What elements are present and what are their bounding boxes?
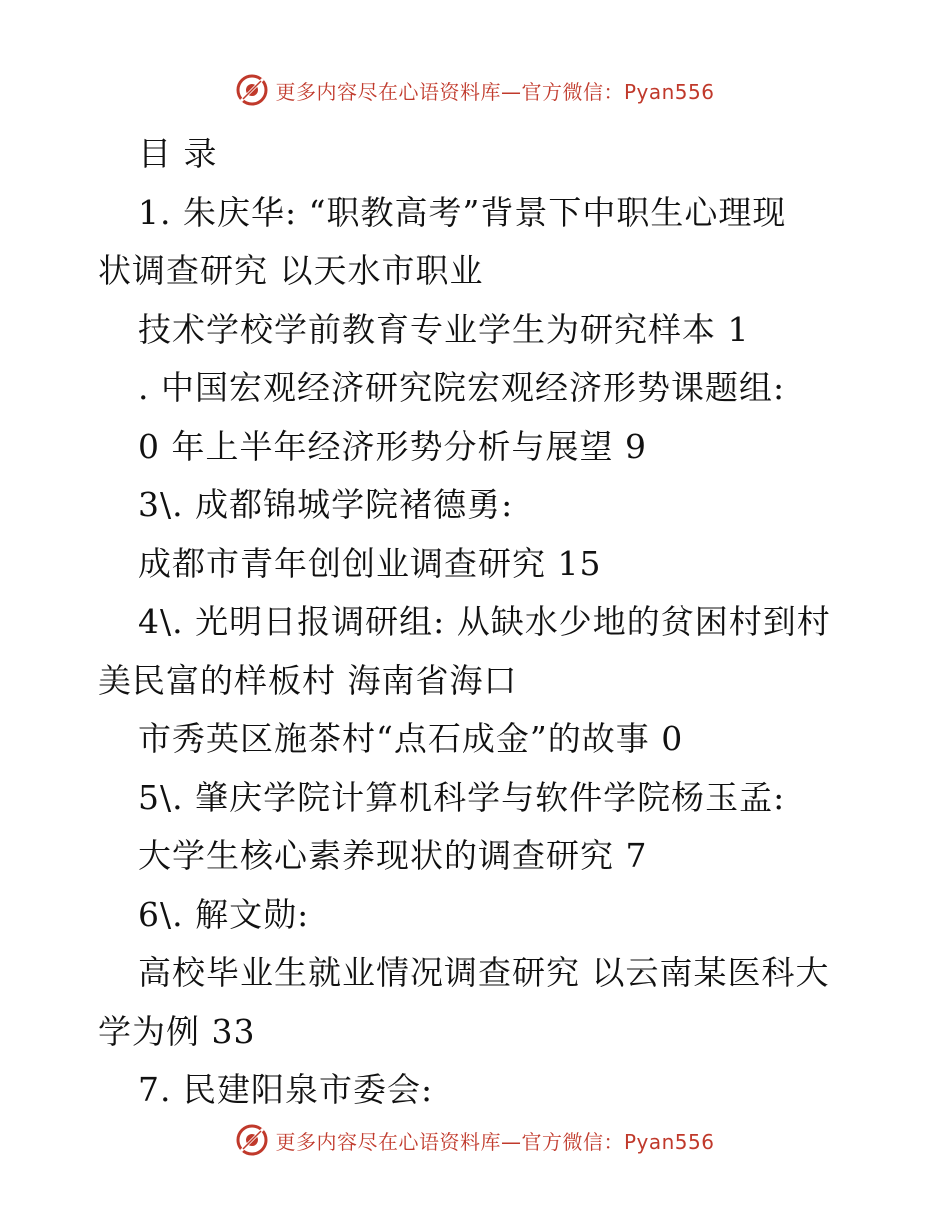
toc-line: 状调查研究 以天水市职业 [98,251,484,290]
watermark-text: 更多内容尽在心语资料库—官方微信：Pyan556 [275,1129,715,1154]
toc-line: 3\. 成都锦城学院褚德勇: [138,485,514,524]
toc-line: 0 年上半年经济形势分析与展望 9 [138,426,647,466]
toc-line: 学为例 33 [98,1011,256,1051]
toc-line: 7. 民建阳泉市委会: [138,1070,434,1109]
toc-line: 5\. 肇庆学院计算机科学与软件学院杨玉孟: [138,777,786,817]
toc-line: 1. 朱庆华: “职教高考”背景下中职生心理现 [138,192,787,232]
toc-line: 大学生核心素养现状的调查研究 7 [138,836,648,875]
toc-line: 美民富的样板村 海南省海口 [98,660,518,700]
toc-line: 4\. 光明日报调研组: 从缺水少地的贫困村到村 [138,602,831,641]
toc-line: 市秀英区施茶村“点石成金”的故事 0 [138,719,684,758]
watermark-banner-bottom [0,1120,950,1160]
toc-line: 技术学校学前教育专业学生为研究样本 1 [138,309,750,349]
watermark-group-top [235,73,714,107]
logo-seal-icon [235,1123,269,1157]
toc-line: 成都市青年创创业调查研究 15 [138,543,602,583]
toc-line: . 中国宏观经济研究院宏观经济形势课题组: [138,368,786,407]
table-of-contents [98,125,858,1120]
toc-line: 6\. 解文勋: [138,894,310,934]
toc-line: 目 录 [138,134,218,173]
watermark-text: 更多内容尽在心语资料库—官方微信：Pyan556 [275,79,715,104]
toc-line: 高校毕业生就业情况调查研究 以云南某医科大 [138,953,830,992]
logo-seal-icon [235,73,269,107]
watermark-banner-top [0,70,950,110]
watermark-group-bottom [235,1123,714,1157]
